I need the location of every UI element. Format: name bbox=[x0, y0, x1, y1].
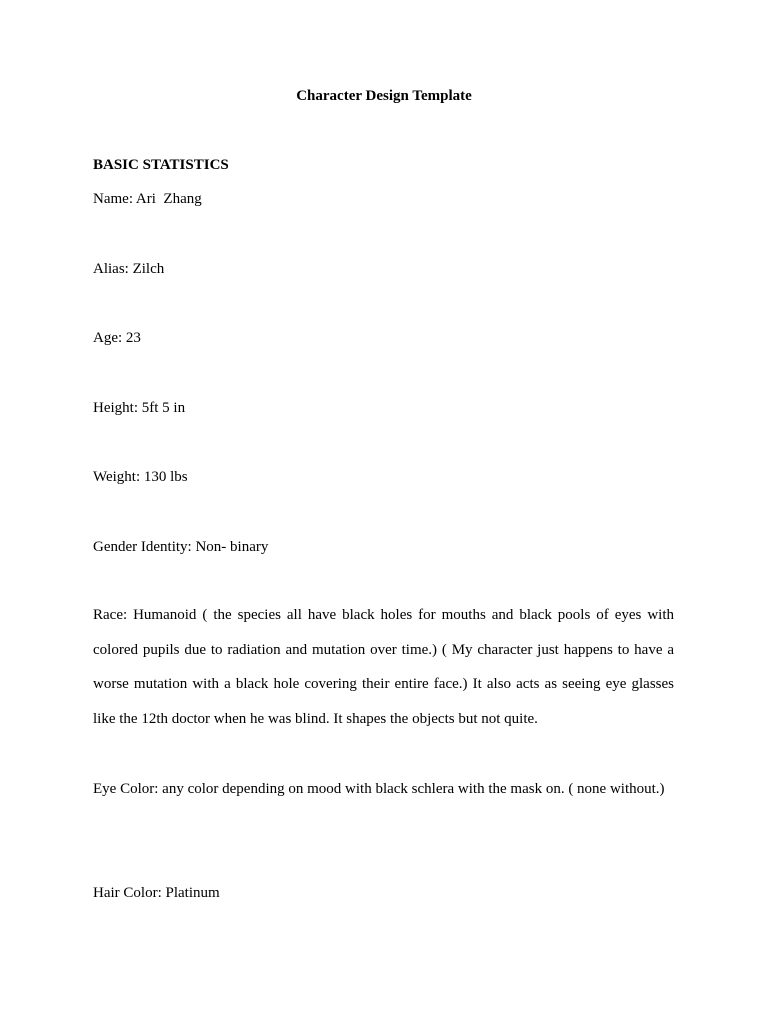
document-title: Character Design Template bbox=[296, 88, 472, 104]
field-weight: Weight: 130 lbs bbox=[93, 469, 188, 485]
field-hair-color: Hair Color: Platinum bbox=[93, 885, 220, 901]
field-name: Name: Ari Zhang bbox=[93, 191, 202, 207]
field-age: Age: 23 bbox=[93, 330, 141, 346]
field-gender-identity: Gender Identity: Non- binary bbox=[93, 539, 269, 555]
section-heading: BASIC STATISTICS bbox=[93, 157, 229, 173]
field-eye-color: Eye Color: any color depending on mood with black schlera with the mask on. ( none without.) bbox=[93, 781, 665, 797]
field-height: Height: 5ft 5 in bbox=[93, 400, 186, 416]
field-race: Race: Humanoid ( the species all have black holes for mouths and black pools of eyes with colored pupils due to radiation and mutation over time.) ( My character just happens to have a worse mutation with a black hole covering their entire face.) It also acts as seeing eye glasses like the 12th doctor when he was blind. It shapes the objects but not quite. bbox=[93, 607, 674, 728]
field-alias: Alias: Zilch bbox=[93, 261, 165, 277]
